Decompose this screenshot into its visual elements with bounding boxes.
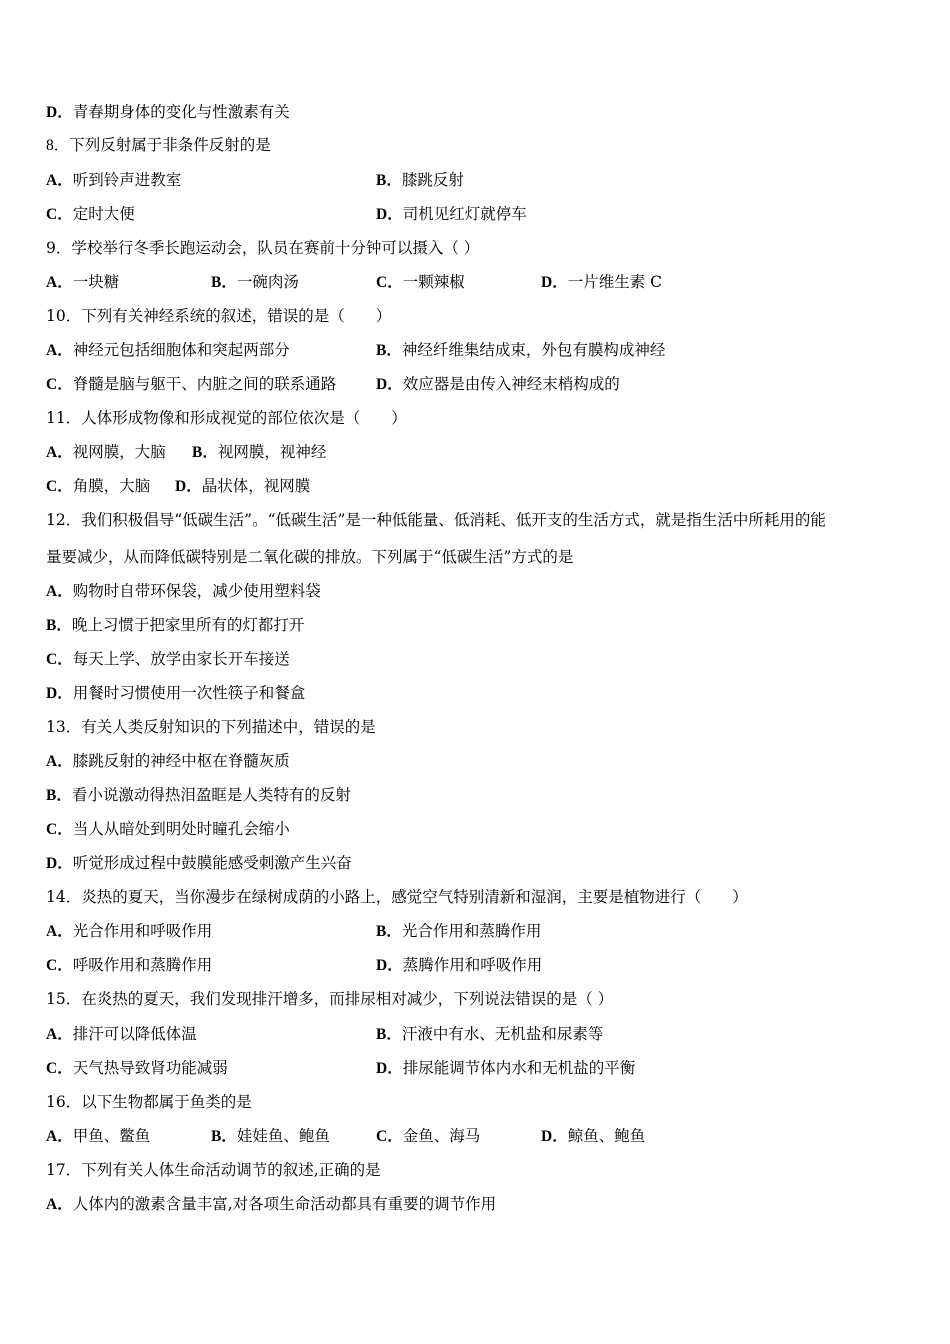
option-label: D．	[376, 206, 403, 223]
option-label: C．	[376, 274, 403, 291]
option-label: D．	[376, 957, 403, 974]
q12-option-c	[46, 649, 290, 670]
option-label: A．	[46, 274, 73, 291]
option-label: B．	[46, 787, 72, 804]
option-text: 一块糖	[72, 273, 120, 291]
option-label: B．	[376, 923, 402, 940]
q12-stem-line2: 量要减少，从而降低碳特别是二氧化碳的排放。下列属于“低碳生活”方式的是	[46, 548, 574, 566]
q11-option-a	[46, 442, 166, 463]
option-text: 一碗肉汤	[236, 273, 299, 291]
option-label: A．	[46, 1196, 73, 1213]
option-text: 光合作用和呼吸作用	[72, 922, 213, 940]
q15-option-a	[46, 1024, 197, 1045]
q12-option-d	[46, 683, 305, 704]
q16-option-b	[211, 1126, 330, 1147]
q8-stem: 8．下列反射属于非条件反射的是	[46, 137, 271, 154]
option-text: 娃娃鱼、鲍鱼	[236, 1127, 330, 1145]
option-label: A．	[46, 172, 73, 189]
q11-option-c	[46, 476, 150, 497]
q13-option-d	[46, 853, 352, 874]
option-text: 人体内的激素含量丰富,对各项生命活动都具有重要的调节作用	[72, 1195, 497, 1213]
option-label: D．	[46, 685, 73, 702]
option-text: 金鱼、海马	[402, 1127, 481, 1145]
option-text: 晶状体，视网膜	[201, 477, 311, 495]
q14-option-c	[46, 955, 212, 976]
q12-option-a	[46, 581, 321, 602]
option-label: C．	[46, 957, 73, 974]
option-text: 脊髓是脑与躯干、内脏之间的联系通路	[72, 375, 337, 393]
q12-option-b	[46, 615, 304, 636]
option-label: D．	[541, 274, 568, 291]
option-text: 司机见红灯就停车	[402, 205, 527, 223]
option-label: B．	[376, 342, 402, 359]
option-label: A．	[46, 1026, 73, 1043]
option-label: D．	[541, 1128, 568, 1145]
option-label: A．	[46, 342, 73, 359]
q9-option-c	[376, 272, 465, 293]
option-text: 一片维生素 C	[567, 273, 662, 291]
q10-option-d	[376, 374, 620, 395]
q11-stem: 11．人体形成物像和形成视觉的部位依次是（ ）	[46, 409, 407, 427]
option-text: 蒸腾作用和呼吸作用	[402, 956, 543, 974]
q12-stem-line1: 12．我们积极倡导“低碳生活”。“低碳生活”是一种低能量、低消耗、低开支的生活方式，就是指生活中所耗用的能	[46, 511, 826, 529]
option-text: 排汗可以降低体温	[72, 1025, 197, 1043]
option-text: 一颗辣椒	[402, 273, 465, 291]
option-label: C．	[46, 376, 73, 393]
q14-option-d	[376, 955, 542, 976]
q11-option-b	[192, 442, 326, 463]
q10-option-c	[46, 374, 336, 395]
q14-option-a	[46, 921, 212, 942]
option-text: 神经纤维集结成束，外包有膜构成神经	[401, 341, 666, 359]
option-text: 视网膜，视神经	[217, 443, 327, 461]
q9-stem: 9．学校举行冬季长跑运动会，队员在赛前十分钟可以摄入（ ）	[46, 239, 480, 257]
option-text: 定时大便	[72, 205, 135, 223]
q10-stem: 10．下列有关神经系统的叙述，错误的是（ ）	[46, 307, 392, 325]
option-label: A．	[46, 923, 73, 940]
q9-option-a	[46, 272, 119, 293]
q16-option-a	[46, 1126, 150, 1147]
option-text: 看小说激动得热泪盈眶是人类特有的反射	[71, 786, 351, 804]
option-label: C．	[46, 206, 73, 223]
q7-option-d	[46, 102, 290, 123]
option-text: 视网膜，大脑	[72, 443, 166, 461]
option-text: 天气热导致肾功能减弱	[72, 1059, 228, 1077]
q13-stem: 13．有关人类反射知识的下列描述中，错误的是	[46, 718, 376, 736]
option-label: A．	[46, 753, 73, 770]
option-text: 汗液中有水、无机盐和尿素等	[401, 1025, 604, 1043]
option-text: 晚上习惯于把家里所有的灯都打开	[71, 616, 305, 634]
option-label: C．	[46, 478, 73, 495]
q15-stem: 15．在炎热的夏天，我们发现排汗增多，而排尿相对减少，下列说法错误的是（ ）	[46, 990, 614, 1008]
option-text: 购物时自带环保袋，减少使用塑料袋	[72, 582, 321, 600]
q15-option-c	[46, 1058, 228, 1079]
option-text: 光合作用和蒸腾作用	[401, 922, 542, 940]
q9-option-d	[541, 272, 662, 293]
option-label: B．	[211, 1128, 237, 1145]
option-text: 用餐时习惯使用一次性筷子和餐盒	[72, 684, 306, 702]
q10-option-b	[376, 340, 665, 361]
option-label: A．	[46, 583, 73, 600]
option-label: C．	[46, 1060, 73, 1077]
option-label: C．	[376, 1128, 403, 1145]
q14-option-b	[376, 921, 541, 942]
q17-option-a	[46, 1194, 496, 1215]
option-label: D．	[376, 376, 403, 393]
q16-option-c	[376, 1126, 480, 1147]
option-text: 排尿能调节体内水和无机盐的平衡	[402, 1059, 636, 1077]
q8-option-d	[376, 204, 527, 225]
option-label: C．	[46, 821, 73, 838]
q8-option-c	[46, 204, 135, 225]
option-label: D．	[46, 855, 73, 872]
option-text: 呼吸作用和蒸腾作用	[72, 956, 213, 974]
option-label: B．	[376, 1026, 402, 1043]
q9-option-b	[211, 272, 299, 293]
q17-stem: 17．下列有关人体生命活动调节的叙述,正确的是	[46, 1161, 381, 1179]
option-text: 当人从暗处到明处时瞳孔会缩小	[72, 820, 290, 838]
option-label: D．	[175, 478, 202, 495]
q16-stem: 16．以下生物都属于鱼类的是	[46, 1093, 252, 1111]
option-text: 听到铃声进教室	[72, 171, 182, 189]
option-label: A．	[46, 1128, 73, 1145]
q15-option-d	[376, 1058, 635, 1079]
q13-option-b	[46, 785, 351, 806]
option-text: 甲鱼、鳖鱼	[72, 1127, 151, 1145]
q8-option-a	[46, 170, 181, 191]
option-label: B．	[376, 172, 402, 189]
option-text: 每天上学、放学由家长开车接送	[72, 650, 290, 668]
option-label: D．	[376, 1060, 403, 1077]
q16-option-d	[541, 1126, 645, 1147]
q11-option-d	[175, 476, 310, 497]
q14-stem: 14．炎热的夏天，当你漫步在绿树成荫的小路上，感觉空气特别清新和湿润，主要是植物进行（ ）	[46, 888, 748, 906]
option-label: A．	[46, 444, 73, 461]
q13-option-a	[46, 751, 290, 772]
option-text: 听觉形成过程中鼓膜能感受刺激产生兴奋	[72, 854, 352, 872]
option-text: 青春期身体的变化与性激素有关	[72, 103, 290, 121]
option-text: 鲸鱼、鲍鱼	[567, 1127, 646, 1145]
q8-option-b	[376, 170, 464, 191]
option-text: 膝跳反射的神经中枢在脊髓灰质	[72, 752, 290, 770]
option-text: 膝跳反射	[401, 171, 464, 189]
option-label: C．	[46, 651, 73, 668]
option-label: B．	[192, 444, 218, 461]
q13-option-c	[46, 819, 290, 840]
option-text: 效应器是由传入神经末梢构成的	[402, 375, 620, 393]
option-text: 神经元包括细胞体和突起两部分	[72, 341, 290, 359]
option-label: B．	[46, 617, 72, 634]
q10-option-a	[46, 340, 290, 361]
q15-option-b	[376, 1024, 603, 1045]
option-text: 角膜，大脑	[72, 477, 151, 495]
option-label: B．	[211, 274, 237, 291]
option-label: D．	[46, 104, 73, 121]
